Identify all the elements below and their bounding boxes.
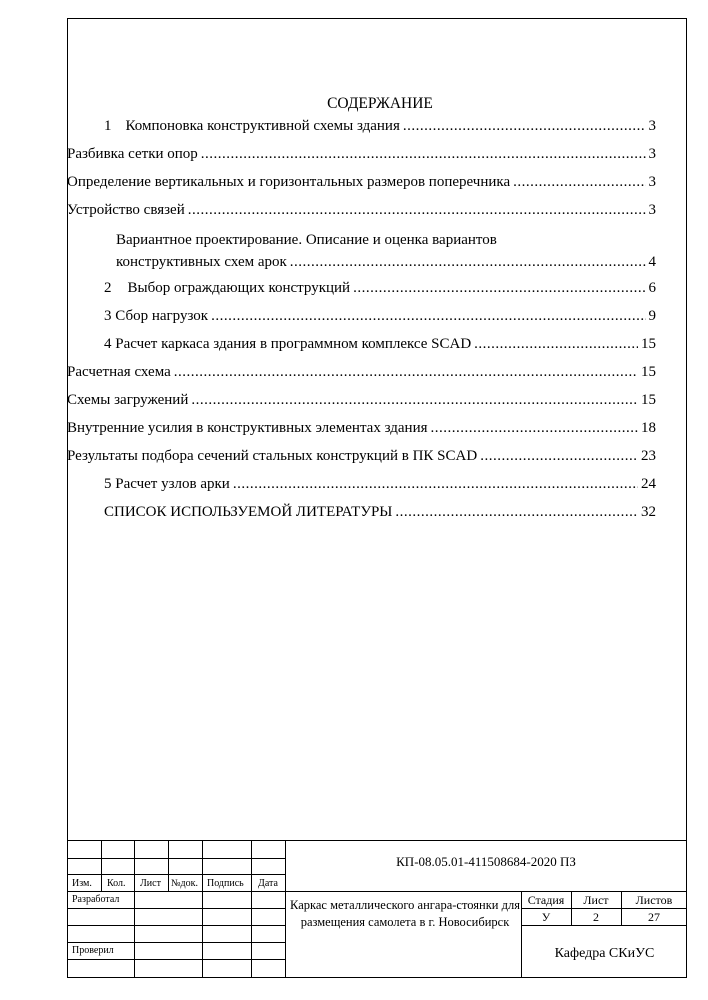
stamp-line [67,908,286,909]
stamp-line [67,959,286,960]
toc-entry-page: 3 [648,174,656,190]
toc-entry-label: Схемы загружений [67,392,189,408]
toc-leader-dots [174,364,638,381]
toc-entry-label: 3 Сбор нагрузок [104,308,209,324]
toc-entry-label: Внутренние усилия в конструктивных элементах здания [67,420,428,436]
toc-entry-label: Разбивка сетки опор [67,146,198,162]
toc-entry-page: 6 [648,280,656,296]
toc-leader-dots [431,420,639,437]
toc-entry-page: 24 [641,476,656,492]
toc-entry [67,448,656,465]
toc-leader-dots [191,392,638,409]
stamp-line [521,925,687,926]
stamp-line [521,908,687,909]
stamp-stage-value: У [541,910,551,924]
stamp-header-izm: Изм. [72,878,92,889]
toc-entry-label: Устройство связей [67,202,185,218]
toc-entry-number: 2 [104,280,112,296]
stamp-sheet-value: 2 [593,910,599,924]
stamp-stage-label: Стадия [527,893,565,907]
toc-entry [104,504,656,521]
stamp-line [202,840,203,977]
toc-leader-dots [201,146,646,163]
toc-entry [67,146,656,163]
toc-entry-page: 3 [648,118,656,134]
toc-entry-page: 15 [641,364,656,380]
toc-leader-dots [188,202,646,219]
toc-leader-dots [353,280,645,297]
stamp-sheets-label: Листов [635,893,673,907]
stamp-line [67,840,687,841]
toc-entry-label: Выбор ограждающих конструкций [127,280,351,296]
toc-entry [116,254,656,271]
stamp-line [67,925,286,926]
toc-entry [67,364,656,381]
toc-entry-number: 1 [104,118,112,134]
toc-leader-dots [480,448,638,465]
toc-entry-label: СПИСОК ИСПОЛЬЗУЕМОЙ ЛИТЕРАТУРЫ [104,504,393,520]
stamp-header-data: Дата [258,878,278,889]
toc-entry [67,174,656,191]
stamp-header-ndok: №док. [171,878,198,889]
toc-entry-label: Компоновка конструктивной схемы здания [125,118,400,134]
toc-title: СОДЕРЖАНИЕ [327,95,433,112]
document-title: Каркас металлического ангара-стоянки для размещения самолета в г. Новосибирск [290,898,520,929]
document-code: КП-08.05.01-411508684-2020 ПЗ [396,854,576,869]
stamp-developed-by: Разработал [72,894,120,905]
toc-entry [104,118,656,135]
toc-entry-label: 4 Расчет каркаса здания в программном комплексе SCAD [104,336,472,352]
toc-entry-page: 9 [648,308,656,324]
stamp-sheets-value: 27 [648,910,660,924]
stamp-header-list: Лист [140,878,161,889]
toc-entry [104,476,656,493]
toc-leader-dots [513,174,645,191]
stamp-line [101,840,102,891]
toc-entry [104,308,656,325]
stamp-line [67,942,286,943]
toc-entry-label: Результаты подбора сечений стальных конструкций в ПК SCAD [67,448,478,464]
toc-entry-page: 15 [641,392,656,408]
stamp-header-podpis: Подпись [207,878,244,889]
toc-entry-page: 32 [641,504,656,520]
toc-entry-page: 4 [648,254,656,270]
toc-entry-label: 5 Расчет узлов арки [104,476,230,492]
department-name: Кафедра СКиУС [554,946,655,961]
toc-entry-page: 3 [648,146,656,162]
toc-entry-label: конструктивных схем арок [116,254,287,270]
toc-leader-dots [211,308,645,325]
toc-entry [104,336,656,353]
toc-entry [67,202,656,219]
stamp-checked-by: Проверил [72,945,114,956]
stamp-line [168,840,169,891]
toc-entry [67,420,656,437]
toc-entry-label: Расчетная схема [67,364,171,380]
toc-entry-page: 15 [641,336,656,352]
toc-leader-dots [474,336,638,353]
toc-leader-dots [395,504,638,521]
toc-entry-label-line1: Вариантное проектирование. Описание и оценка вариантов [116,232,497,248]
toc-leader-dots [403,118,646,135]
toc-entry [67,392,656,409]
stamp-line [67,874,286,875]
toc-entry-page: 3 [648,202,656,218]
stamp-line [251,840,252,977]
stamp-sheet-label: Лист [583,893,609,907]
stamp-line [134,840,135,977]
stamp-line [67,891,687,892]
stamp-header-kol: Кол. [107,878,126,889]
toc-entry-page: 18 [641,420,656,436]
toc-leader-dots [290,254,646,271]
toc-entry-page: 23 [641,448,656,464]
toc-entry [104,280,656,297]
toc-leader-dots [233,476,638,493]
stamp-line [67,858,286,859]
toc-entry-label: Определение вертикальных и горизонтальных размеров поперечника [67,174,511,190]
